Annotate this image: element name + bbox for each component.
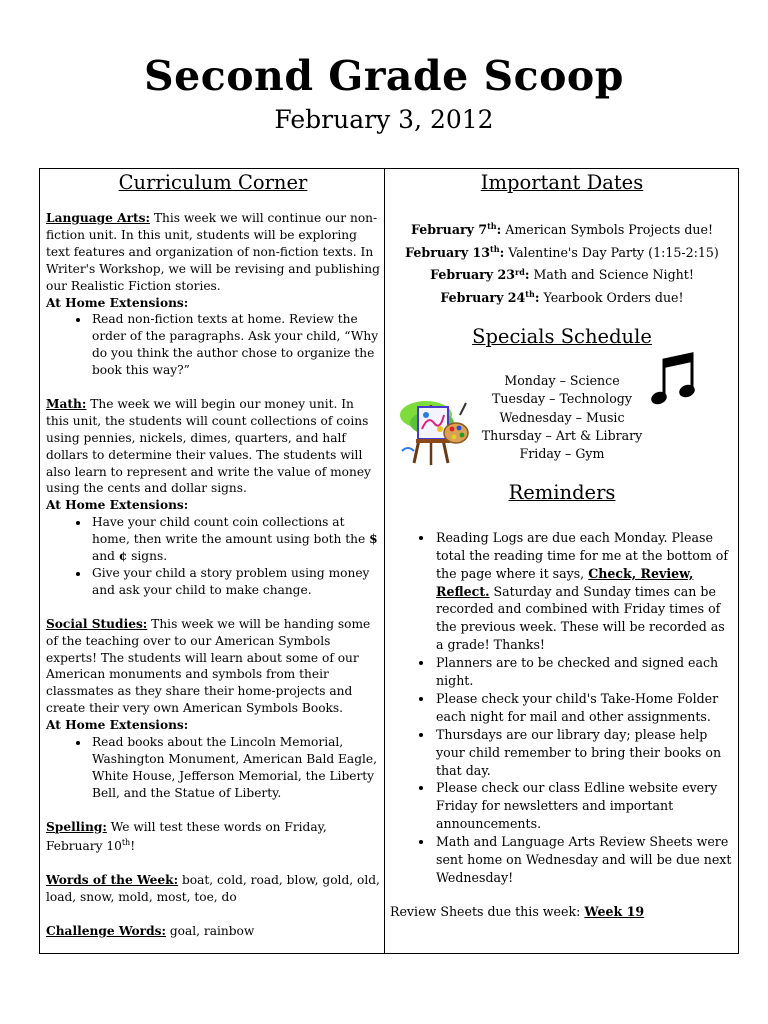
review-sheets-line: Review Sheets due this week: Week 19 (390, 903, 645, 919)
important-dates-heading: Important Dates (480, 171, 644, 194)
list-item: Monday – Science (504, 372, 620, 388)
check-review-reflect: Check, Review, Reflect. (436, 565, 694, 599)
right-column (390, 169, 734, 921)
social-studies-label: Social Studies: (46, 616, 148, 631)
math-label: Math: (46, 396, 87, 411)
social-studies-text: This week we will be handing some of the teaching over to our American Symbols experts! The students will learn about some of our American monuments and symbols from their classmates as they share their home-projects and create their very own American Symbols Books. (46, 616, 371, 716)
art-easel-icon (396, 393, 472, 471)
math-extensions-label: At Home Extensions: (46, 498, 189, 513)
review-week: Week 19 (584, 903, 645, 919)
column-divider (384, 169, 385, 953)
curriculum-corner (46, 169, 380, 940)
language-arts-extensions-label: At Home Extensions: (46, 295, 189, 310)
list-item: • Math and Language Arts Review Sheets were sent home on Wednesday and will be due next Wednesday! (434, 833, 734, 887)
list-item: February 13th: Valentine's Day Party (1:15-2:15) (405, 243, 719, 260)
math-paragraph (46, 396, 380, 497)
newsletter-date: February 3, 2012 (274, 105, 494, 134)
language-arts-text: This week we will continue our non-fiction unit. In this unit, students will be exploring text features and organization of non-fiction texts. In Writer's Workshop, we will be revising and publishing our Realistic Fiction stories. (46, 211, 380, 293)
list-item: Tuesday – Technology (492, 391, 632, 407)
list-item: Thursday – Art & Library (481, 427, 643, 443)
list-item: Friday – Gym (519, 446, 605, 462)
list-item: Wednesday – Music (499, 409, 625, 425)
list-item: • Reading Logs are due each Monday. Please total the reading time for me at the bottom of the page where it says, Check, Review, Reflect. Saturday and Sunday times can be recorded and combined with Friday times of the previous week. These will be recorded as a grade! Thanks! (434, 529, 734, 654)
cent-sign: ¢ (118, 549, 128, 564)
music-note-icon (650, 352, 702, 414)
challenge-words-label: Challenge Words: (46, 924, 166, 939)
social-studies-extensions-list (46, 734, 380, 802)
list-item: • Read non-fiction texts at home. Review the order of the paragraphs. Ask your child, “Why do you think the author chose to organize the book this way?” (90, 311, 380, 379)
list-item: February 24th: Yearbook Orders due! (440, 289, 684, 306)
important-dates-list (390, 217, 734, 308)
social-studies-extensions-label: At Home Extensions: (46, 718, 189, 733)
words-of-week-paragraph: Words of the Week: boat, cold, road, blow, gold, old, load, snow, mold, most, toe, do (46, 873, 380, 905)
spelling-label: Spelling: (46, 819, 107, 834)
math-extensions-list (46, 514, 380, 599)
list-item: • Read books about the Lincoln Memorial, Washington Monument, American Bald Eagle, White House, Jefferson Memorial, the Liberty Bell, and the Statue of Liberty. (90, 734, 380, 802)
challenge-words-paragraph: Challenge Words: goal, rainbow (46, 924, 255, 939)
language-arts-paragraph (46, 210, 380, 295)
list-item: • Give your child a story problem using money and ask your child to make change. (90, 565, 380, 599)
content-box (39, 168, 739, 954)
list-item: February 7th: American Symbols Projects due! (410, 221, 714, 238)
spelling-paragraph: Spelling: We will test these words on Friday, February 10th! (46, 819, 327, 854)
reminders-list (390, 529, 734, 887)
curriculum-heading: Curriculum Corner (118, 171, 308, 194)
reminders-heading: Reminders (508, 480, 616, 504)
words-of-week-label: Words of the Week: (46, 873, 179, 888)
list-item: • Thursdays are our library day; please help your child remember to bring their books on that day. (434, 726, 734, 780)
list-item: • Planners are to be checked and signed each night. (434, 654, 734, 690)
language-arts-extensions-list (46, 311, 380, 379)
social-studies-paragraph (46, 616, 380, 717)
newsletter-title: Second Grade Scoop (144, 52, 624, 100)
list-item: • Please check your child's Take-Home Folder each night for mail and other assignments. (434, 690, 734, 726)
list-item: • Please check our class Edline website every Friday for newsletters and important announcements. (434, 779, 734, 833)
language-arts-label: Language Arts: (46, 211, 150, 225)
list-item: February 23rd: Math and Science Night! (430, 266, 694, 283)
dollar-sign: $ (369, 532, 378, 547)
list-item: • Have your child count coin collections at home, then write the amount using both the $ and ¢ signs. (90, 514, 380, 565)
math-text: The week we will begin our money unit. In this unit, the students will count collections of coins using pennies, nickels, dimes, quarters, and half dollars to determine their values. The students will also learn to represent and write the value of money using the cents and dollar signs. (46, 396, 371, 496)
specials-heading: Specials Schedule (472, 324, 652, 348)
